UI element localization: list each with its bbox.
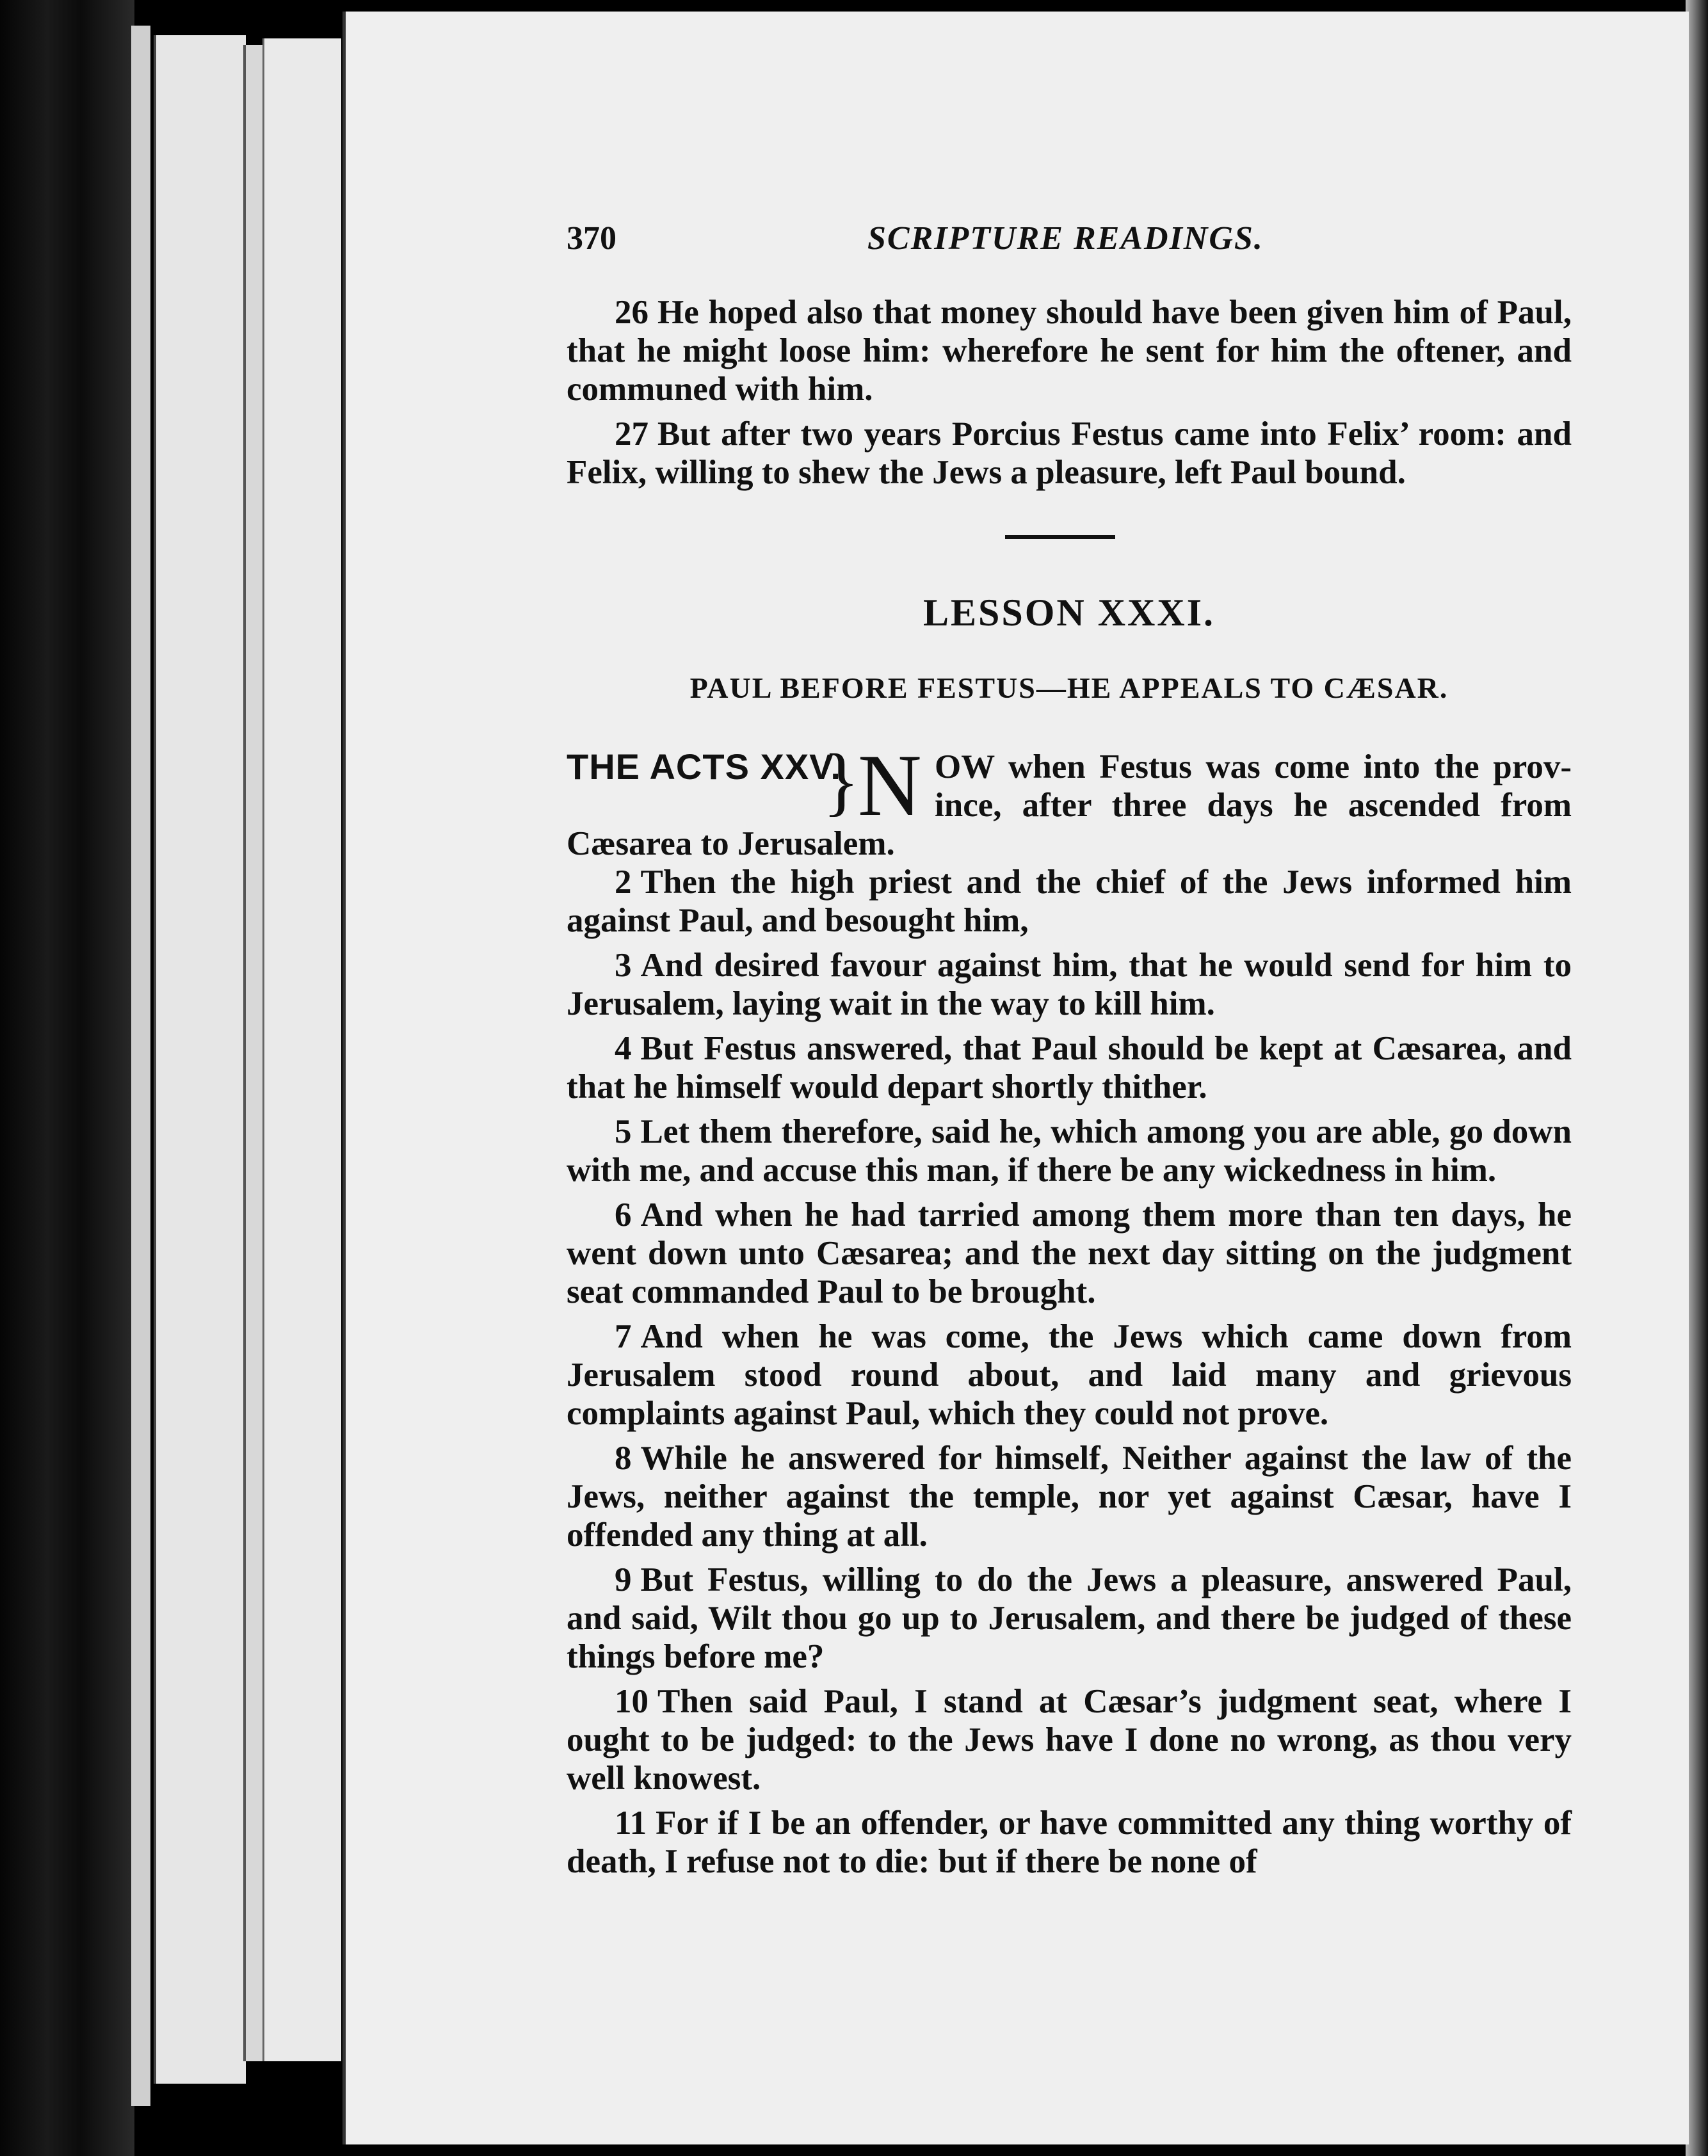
verse-number: 27 xyxy=(615,415,649,453)
page-edge xyxy=(262,38,341,2061)
verse-text: But after two years Porcius Festus came into Felix’ room: and Felix, willing to shew the Jews a pleasure, left Paul bound. xyxy=(567,415,1572,491)
verse xyxy=(567,1029,1572,1106)
verse xyxy=(567,1439,1572,1554)
opening-line: ince, after three days he ascended from xyxy=(935,787,1572,824)
lesson-title: LESSON XXXI. xyxy=(922,591,1216,634)
right-page-edge xyxy=(1686,0,1708,2156)
page-number: 370 xyxy=(567,220,616,257)
verse-text: And when he had tarried among them more than ten days, he went down unto Cæsarea; and the next day sitting on the judgment seat commanded Paul to be brought. xyxy=(567,1196,1572,1310)
verse-number: 26 xyxy=(615,294,649,331)
verse-text: And desired favour against him, that he would send for him to Jerusalem, laying wait in the way to kill him. xyxy=(567,947,1572,1022)
verse-number: 5 xyxy=(615,1113,632,1150)
verse xyxy=(567,293,1572,408)
verse xyxy=(567,1113,1572,1189)
verse-number: 7 xyxy=(615,1318,632,1355)
verse xyxy=(567,1561,1572,1676)
verse-number: 6 xyxy=(615,1196,632,1234)
verse-number: 10 xyxy=(615,1683,649,1720)
verse xyxy=(567,1804,1572,1881)
verse-text: But Festus answered, that Paul should be kept at Cæsarea, and that he himself would depart shortly thither. xyxy=(567,1030,1572,1106)
page-edge xyxy=(243,45,265,2061)
verses xyxy=(567,863,1572,1887)
verse-text: And when he was come, the Jews which came down from Jerusalem stood round about, and laid many and grievous complaints against Paul, which they could not prove. xyxy=(567,1318,1572,1432)
verse-number: 9 xyxy=(615,1561,632,1598)
running-title: SCRIPTURE READINGS. xyxy=(867,220,1264,257)
verse xyxy=(567,415,1572,492)
verse-text: For if I be an offender, or have committed any thing worthy of death, I refuse not to die: but if there be none of xyxy=(567,1805,1572,1880)
brace: } xyxy=(823,738,860,823)
verse xyxy=(567,1196,1572,1311)
verse-text: He hoped also that money should have been given him of Paul, that he might loose him: wherefore he sent for him the oftener, and communed with him. xyxy=(567,294,1572,408)
opening-line: Cæsarea to Jerusalem. xyxy=(567,825,895,862)
verse-text: While he answered for himself, Neither against the law of the Jews, neither against the temple, nor yet against Cæsar, have I offended any thing at all. xyxy=(567,1440,1572,1554)
scripture-reference: THE ACTS XXV. xyxy=(567,746,841,787)
verse xyxy=(567,1317,1572,1433)
verse-number: 4 xyxy=(615,1030,632,1067)
verse-number: 11 xyxy=(615,1805,647,1842)
page-edge xyxy=(131,26,150,2106)
verse-number: 8 xyxy=(615,1440,632,1477)
verse-text: Then the high priest and the chief of the Jews informed him against Paul, and besought him, xyxy=(567,864,1572,939)
verse xyxy=(567,863,1572,940)
verse-text: But Festus, willing to do the Jews a pleasure, answered Paul, and said, Wilt thou go up to Jerusalem, and there be judged of these things before me? xyxy=(567,1561,1572,1675)
page-edge xyxy=(154,35,246,2084)
drop-cap: N xyxy=(858,736,922,834)
book-binding xyxy=(0,0,134,2156)
opening-line: OW when Festus was come into the prov- xyxy=(935,748,1572,785)
verse-text: Let them therefore, said he, which among you are able, go down with me, and accuse this man, if there be any wickedness in him. xyxy=(567,1113,1572,1189)
top-verses xyxy=(567,293,1572,498)
verse-number: 3 xyxy=(615,947,632,984)
verse-text: Then said Paul, I stand at Cæsar’s judgment seat, where I ought to be judged: to the Jews have I done no wrong, as thou very well knowest. xyxy=(567,1683,1572,1797)
verse-number: 2 xyxy=(615,864,632,901)
verse xyxy=(567,946,1572,1023)
lesson-subtitle: PAUL BEFORE FESTUS—HE APPEALS TO CÆSAR. xyxy=(689,672,1449,704)
section-divider xyxy=(1005,535,1115,539)
verse xyxy=(567,1682,1572,1798)
book-page xyxy=(342,12,1689,2144)
